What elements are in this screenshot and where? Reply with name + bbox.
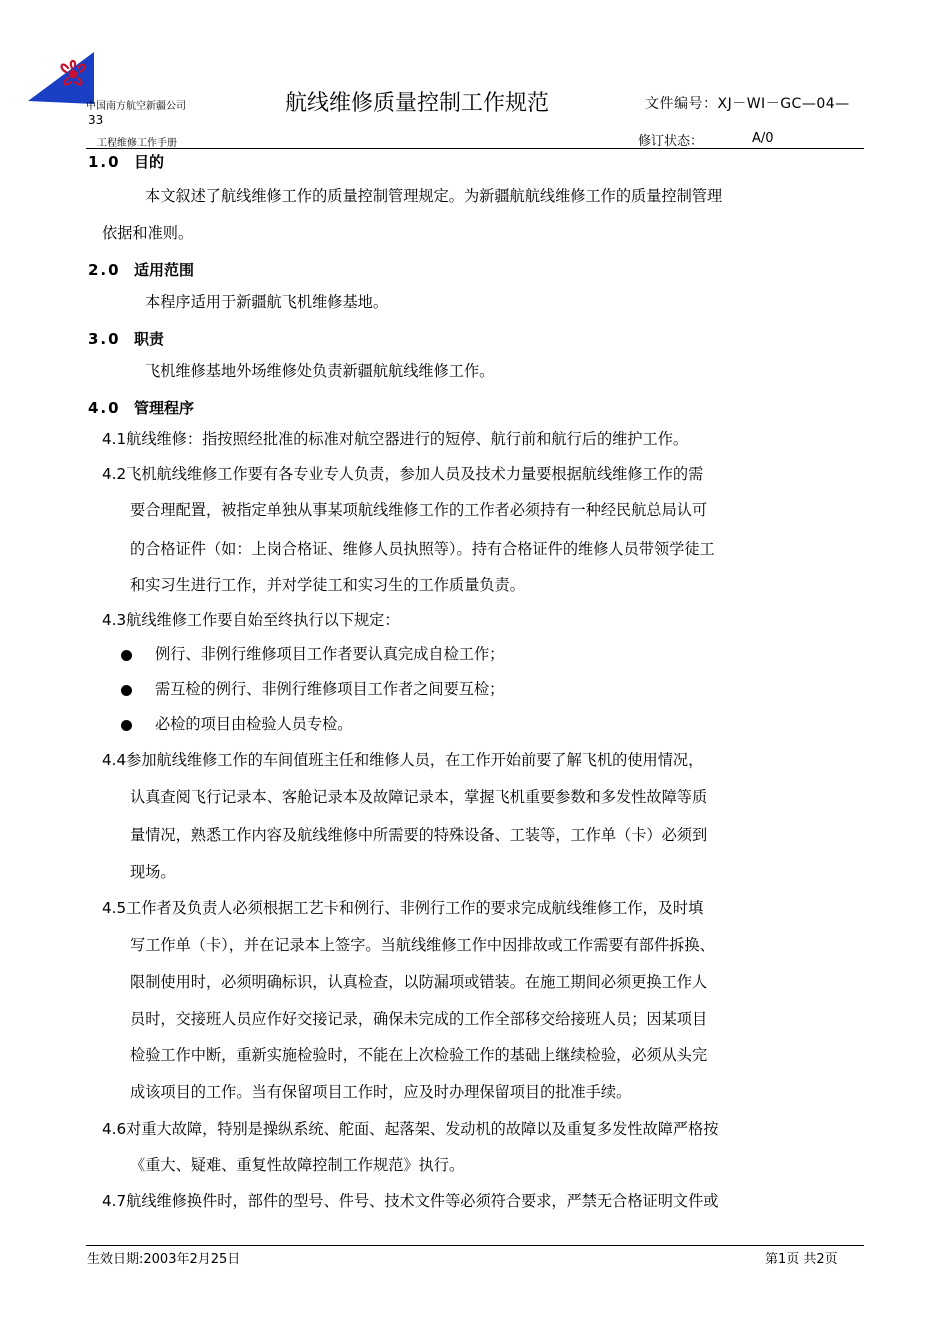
paragraph-line: 量情况，熟悉工作内容及航线维修中所需要的特殊设备、工装等，工作单（卡）必须到 xyxy=(130,826,708,844)
paragraph-line: 员时，交接班人员应作好交接记录，确保未完成的工作全部移交给接班人员；因某项目 xyxy=(130,1010,708,1028)
logo-blue-tail xyxy=(28,52,94,104)
paragraph-line: 要合理配置，被指定单独从事某项航线维修工作的工作者必须持有一种经民航总局认可 xyxy=(130,501,708,519)
bullet-icon xyxy=(121,685,132,696)
bullet-icon xyxy=(121,650,132,661)
paragraph-line: 限制使用时，必须明确标识，认真检查，以防漏项或错装。在施工期间必须更换工作人 xyxy=(130,973,708,991)
effective-date: 生效日期:2003年2月25日 xyxy=(87,1252,241,1267)
revision-value: A/0 xyxy=(752,131,774,146)
paragraph-line: 依据和准则。 xyxy=(102,224,194,242)
section-title: 管理程序 xyxy=(134,399,195,417)
bullet-item: 例行、非例行维修项目工作者要认真完成自检工作； xyxy=(155,645,505,663)
section-heading-scope xyxy=(88,259,194,280)
clause-4-1: 4.1航线维修：指按照经批准的标准对航空器进行的短停、航行前和航行后的维护工作。 xyxy=(102,430,689,448)
clause-4-2: 4.2飞机航线维修工作要有各专业专人负责，参加人员及技术力量要根据航线维修工作的需 xyxy=(102,465,704,483)
section-title: 职责 xyxy=(134,330,165,348)
revision-label: 修订状态： xyxy=(638,134,704,149)
section-number: 4.0 xyxy=(88,399,121,417)
paragraph-line: 成该项目的工作。当有保留项目工作时，应及时办理保留项目的批准手续。 xyxy=(130,1083,632,1101)
paragraph-line: 检验工作中断，重新实施检验时，不能在上次检验工作的基础上继续检验，必须从头完 xyxy=(130,1046,708,1064)
paragraph-line: 认真查阅飞行记录本、客舱记录本及故障记录本，掌握飞机重要参数和多发性故障等质 xyxy=(130,788,708,806)
document-number: 文件编号：XJ－WI－GC—04— xyxy=(645,96,850,112)
section-heading-responsibility xyxy=(88,328,164,349)
paragraph-line: 写工作单（卡），并在记录本上签字。当航线维修工作中因排故或工作需要有部件拆换、 xyxy=(130,936,715,954)
manual-name: 工程维修工作手册 xyxy=(97,138,177,149)
clause-4-3: 4.3航线维修工作要自始至终执行以下规定： xyxy=(102,611,400,629)
document-title: 航线维修质量控制工作规范 xyxy=(285,91,550,116)
section-title: 目的 xyxy=(134,153,165,171)
paragraph-line: 和实习生进行工作，并对学徒工和实习生的工作质量负责。 xyxy=(130,576,525,594)
clause-4-4: 4.4参加航线维修工作的车间值班主任和维修人员，在工作开始前要了解飞机的使用情况， xyxy=(102,751,704,769)
section-heading-procedure xyxy=(88,397,194,418)
bullet-item: 必检的项目由检验人员专检。 xyxy=(155,715,353,733)
section-number: 1.0 xyxy=(88,153,121,171)
paragraph-line: 《重大、疑难、重复性故障控制工作规范》执行。 xyxy=(130,1156,465,1174)
paragraph-line: 飞机维修基地外场维修处负责新疆航航线维修工作。 xyxy=(145,362,495,380)
section-title: 适用范围 xyxy=(134,261,195,279)
bullet-icon xyxy=(121,720,132,731)
section-number: 3.0 xyxy=(88,330,121,348)
section-number: 2.0 xyxy=(88,261,121,279)
company-logo xyxy=(28,52,94,104)
document-number-suffix: 33 xyxy=(88,113,104,127)
footer-divider xyxy=(86,1245,864,1246)
section-heading-purpose xyxy=(88,151,164,172)
company-name: 中国南方航空新疆公司 xyxy=(86,101,186,112)
paragraph-line: 本文叙述了航线维修工作的质量控制管理规定。为新疆航航线维修工作的质量控制管理 xyxy=(145,187,723,205)
clause-4-6: 4.6对重大故障，特别是操纵系统、舵面、起落架、发动机的故障以及重复多发性故障严格按 xyxy=(102,1120,719,1138)
bullet-item: 需互检的例行、非例行维修项目工作者之间要互检； xyxy=(155,680,505,698)
header-divider xyxy=(86,148,864,149)
paragraph-line: 现场。 xyxy=(130,863,176,881)
clause-4-7: 4.7航线维修换件时，部件的型号、件号、技术文件等必须符合要求，严禁无合格证明文件或 xyxy=(102,1192,719,1210)
clause-4-5: 4.5工作者及负责人必须根据工艺卡和例行、非例行工作的要求完成航线维修工作，及时填 xyxy=(102,899,704,917)
paragraph-line: 本程序适用于新疆航飞机维修基地。 xyxy=(145,293,388,311)
page-number: 第1页 共2页 xyxy=(765,1252,838,1267)
paragraph-line: 的合格证件（如：上岗合格证、维修人员执照等）。持有合格证件的维修人员带领学徒工 xyxy=(130,540,715,558)
